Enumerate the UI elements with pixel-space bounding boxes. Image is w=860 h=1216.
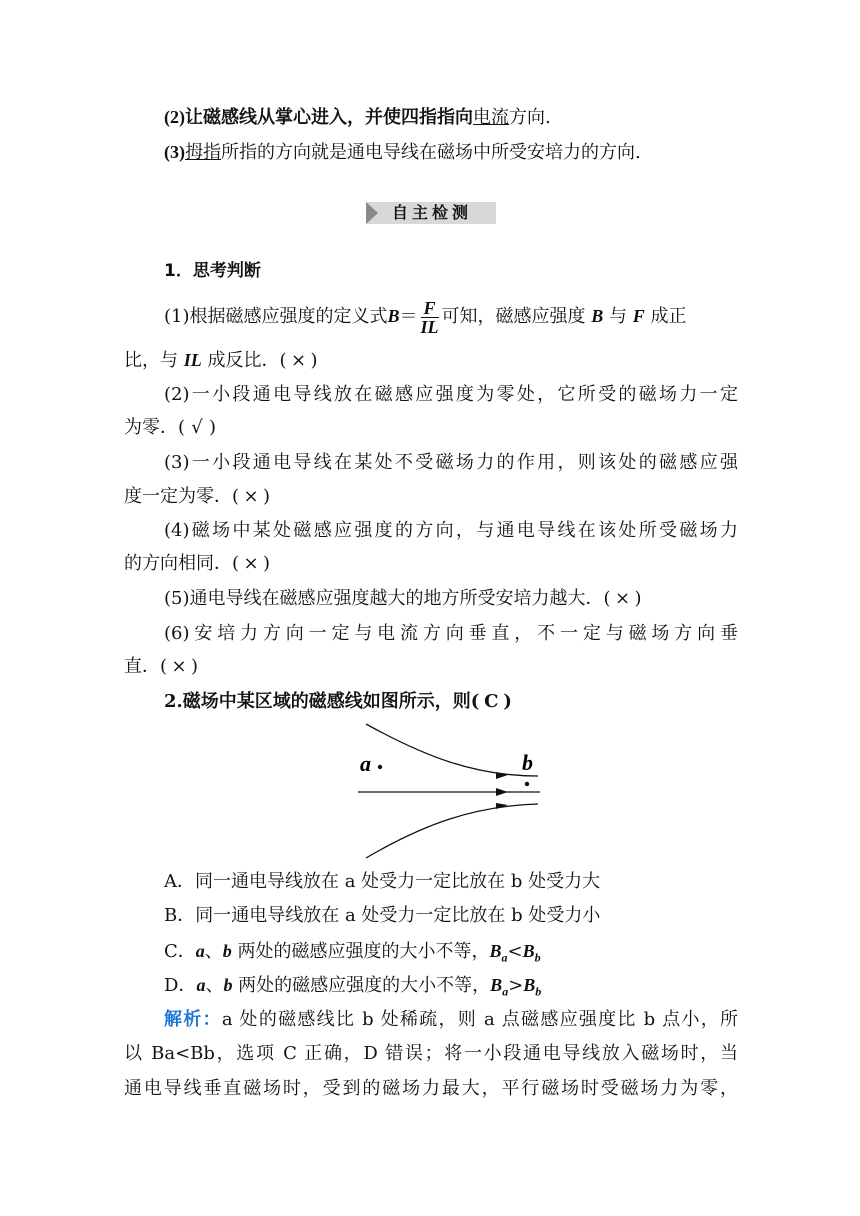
analysis-line-3: 通电导线垂直磁场时，受到的磁场力最大，平行磁场时受磁场力为零， [124, 1078, 738, 1099]
statement-2-line-2 [124, 415, 738, 441]
s2-text-b: 为零．( [124, 417, 186, 438]
statement-1-line-1 [164, 296, 738, 336]
rule-3-text: 所指的方向就是通电导线在磁场中所受安培力的方向. [221, 142, 641, 163]
option-d-a: a [196, 975, 206, 995]
analysis-text-1: a 处的磁感线比 b 处稀疏，则 a 点磁感应强度比 b 点小，所 [221, 1009, 739, 1030]
s1-text-a: (1)根据磁感应强度的定义式 [164, 306, 388, 327]
judgement-mark-2: √ [191, 417, 203, 438]
statement-6-line-1: (6)安培力方向一定与电流方向垂直，不一定与磁场方向垂 [164, 623, 738, 644]
s1-text-e: 比，与 [124, 350, 178, 371]
s5-close: ) [634, 588, 642, 609]
section-header [366, 202, 496, 224]
section-header-title: 自主检测 [392, 203, 473, 222]
option-d-B2: B [523, 975, 536, 995]
statement-3-line-1: (3)一小段通电导线在某处不受磁场力的作用，则该处的磁感应强 [164, 452, 738, 473]
s1-text-b: 可知，磁感应强度 [441, 306, 586, 327]
option-a: A．同一通电导线放在 a 处受力一定比放在 b 处受力大 [164, 871, 601, 892]
rule-2 [164, 104, 738, 131]
statement-2-line-1: (2)一小段通电导线放在磁感应强度为零处，它所受的磁场力一定 [164, 384, 738, 405]
option-c-sub-b: b [534, 950, 541, 965]
s3-text-b: 度一定为零．( [124, 486, 240, 507]
rule-3 [164, 139, 738, 166]
option-d [164, 972, 738, 1005]
analysis-line-1 [164, 1007, 738, 1033]
point-b-label: b [522, 750, 533, 775]
symbol-B-2: B [591, 306, 604, 326]
statement-4-line-1: (4)磁场中某处磁感应强度的方向，与通电导线在该处所受磁场力 [164, 520, 738, 541]
judgement-mark-3: × [243, 486, 259, 507]
question-1-title: 1．思考判断 [164, 261, 261, 281]
option-d-sub-a: a [502, 984, 509, 999]
s4-text-b: 的方向相同．( [124, 553, 240, 574]
option-c-b: b [222, 941, 232, 961]
fraction-numerator: F [421, 299, 439, 318]
statement-6-line-2 [124, 654, 738, 680]
s1-text-f: 成反比．( [207, 350, 287, 371]
rule-2-tail: 方向. [509, 107, 551, 128]
option-d-sep: 、 [205, 975, 224, 996]
q2-close: ) [503, 691, 512, 712]
statement-1-line-2 [124, 347, 738, 374]
option-d-sub-b: b [535, 984, 542, 999]
option-c-text: 两处的磁感应强度的大小不等， [231, 941, 490, 962]
judgement-mark-1: × [290, 350, 307, 371]
option-c-prefix: C． [164, 941, 196, 962]
option-d-text: 两处的磁感应强度的大小不等， [232, 975, 491, 996]
s1-text-d: 成正 [650, 306, 687, 327]
judgement-mark-5: × [614, 588, 631, 609]
option-c-sep: 、 [204, 941, 223, 962]
option-c-sub-a: a [501, 950, 508, 965]
s6-close: ) [191, 656, 199, 677]
option-b: B．同一通电导线放在 a 处受力一定比放在 b 处受力小 [164, 905, 601, 926]
option-c-a: a [195, 941, 205, 961]
judgement-mark-4: × [243, 553, 259, 574]
s2-close: ) [209, 417, 217, 438]
option-c-B2: B [522, 941, 535, 961]
s1-close: ) [310, 350, 318, 371]
triangle-arrow-icon [366, 202, 378, 224]
s1-text-c: 与 [609, 306, 627, 327]
option-d-B1: B [490, 975, 503, 995]
statement-3-line-2 [124, 484, 738, 510]
field-line-top [366, 724, 538, 776]
option-d-op: > [508, 975, 524, 996]
option-c-op: < [507, 941, 523, 962]
rule-3-number: (3) [164, 142, 185, 162]
q2-stem-text: 2.磁场中某区域的磁感线如图所示，则( [164, 691, 480, 712]
point-a-label: a [360, 751, 371, 776]
symbol-B: B [387, 306, 400, 326]
fraction-F-over-IL [421, 299, 439, 336]
option-c-B1: B [489, 941, 502, 961]
analysis-line-2: 以 Ba<Bb，选项 C 正确，D 错误；将一小段通电导线放入磁场时，当 [124, 1043, 738, 1064]
option-d-b: b [223, 975, 233, 995]
underlined-term-current: 电流 [473, 107, 509, 128]
s3-close: ) [263, 486, 271, 507]
point-b-dot [525, 782, 529, 786]
s4-close: ) [263, 553, 271, 574]
question-2-stem [164, 689, 738, 715]
option-d-prefix: D． [164, 975, 197, 996]
option-c [164, 938, 738, 971]
equals-sign: ＝ [399, 306, 418, 327]
analysis-label: 解析： [164, 1009, 222, 1030]
fraction-denominator: IL [420, 316, 439, 337]
arrow-middle-icon [496, 788, 508, 796]
symbol-IL: IL [183, 350, 202, 370]
field-line-bottom [366, 804, 538, 858]
rule-2-text: (2)让磁感线从掌心进入，并使四指指向 [164, 107, 473, 127]
point-a-dot [378, 765, 382, 769]
s6-text-b: 直．( [124, 656, 168, 677]
statement-5 [164, 586, 738, 612]
magnetic-field-lines-figure [354, 716, 554, 864]
statement-4-line-2 [124, 551, 738, 577]
judgement-mark-6: × [171, 656, 187, 677]
q2-answer: C [484, 691, 499, 712]
arrow-top-icon [496, 772, 508, 779]
s5-text: (5)通电导线在磁感应强度越大的地方所受安培力越大．( [164, 588, 611, 609]
symbol-F: F [632, 306, 645, 326]
underlined-term-thumb: 拇指 [185, 142, 221, 163]
